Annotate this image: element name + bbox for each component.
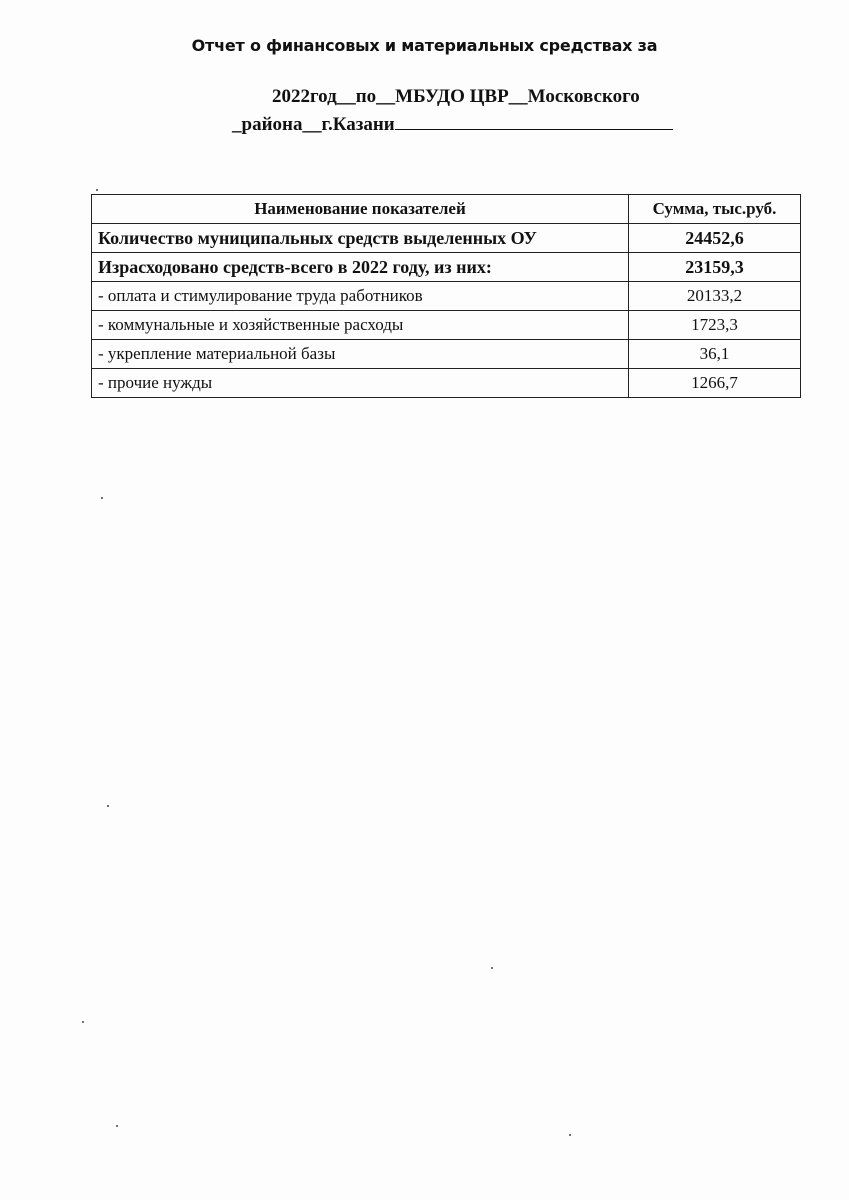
row-value: 1266,7 [628,369,800,398]
table-row [92,340,801,369]
row-name: Количество муниципальных средств выделенных ОУ [92,224,629,253]
table-row [92,311,801,340]
scan-speck [96,189,98,191]
table-row [92,282,801,311]
row-name: - укрепление материальной базы [92,340,629,369]
table-header-row [92,195,801,224]
row-value: 1723,3 [628,311,800,340]
header-amount: Сумма, тыс.руб. [628,195,800,224]
row-value: 20133,2 [628,282,800,311]
row-value: 23159,3 [628,253,800,282]
table-row [92,224,801,253]
row-name: - прочие нужды [92,369,629,398]
financial-report-table [91,194,801,398]
row-value: 36,1 [628,340,800,369]
scan-speck [116,1125,118,1127]
document-subtitle-line2 [232,114,673,136]
row-value: 24452,6 [628,224,800,253]
row-name: - коммунальные и хозяйственные расходы [92,311,629,340]
table-row [92,253,801,282]
row-name: Израсходовано средств-всего в 2022 году, из них: [92,253,629,282]
row-name: - оплата и стимулирование труда работников [92,282,629,311]
document-subtitle-line1: 2022год__по__МБУДО ЦВР__Московского [272,86,640,107]
scan-speck [491,967,493,969]
scan-speck [101,497,103,499]
scan-speck [82,1021,84,1023]
scan-speck [107,805,109,807]
header-indicator-name: Наименование показателей [92,195,629,224]
scan-speck [569,1134,571,1136]
subtitle-line2-text: _района__г.Казани [232,114,395,135]
document-title: Отчет о финансовых и материальных средствах за [191,36,658,55]
table-row [92,369,801,398]
blank-underline [395,115,673,130]
